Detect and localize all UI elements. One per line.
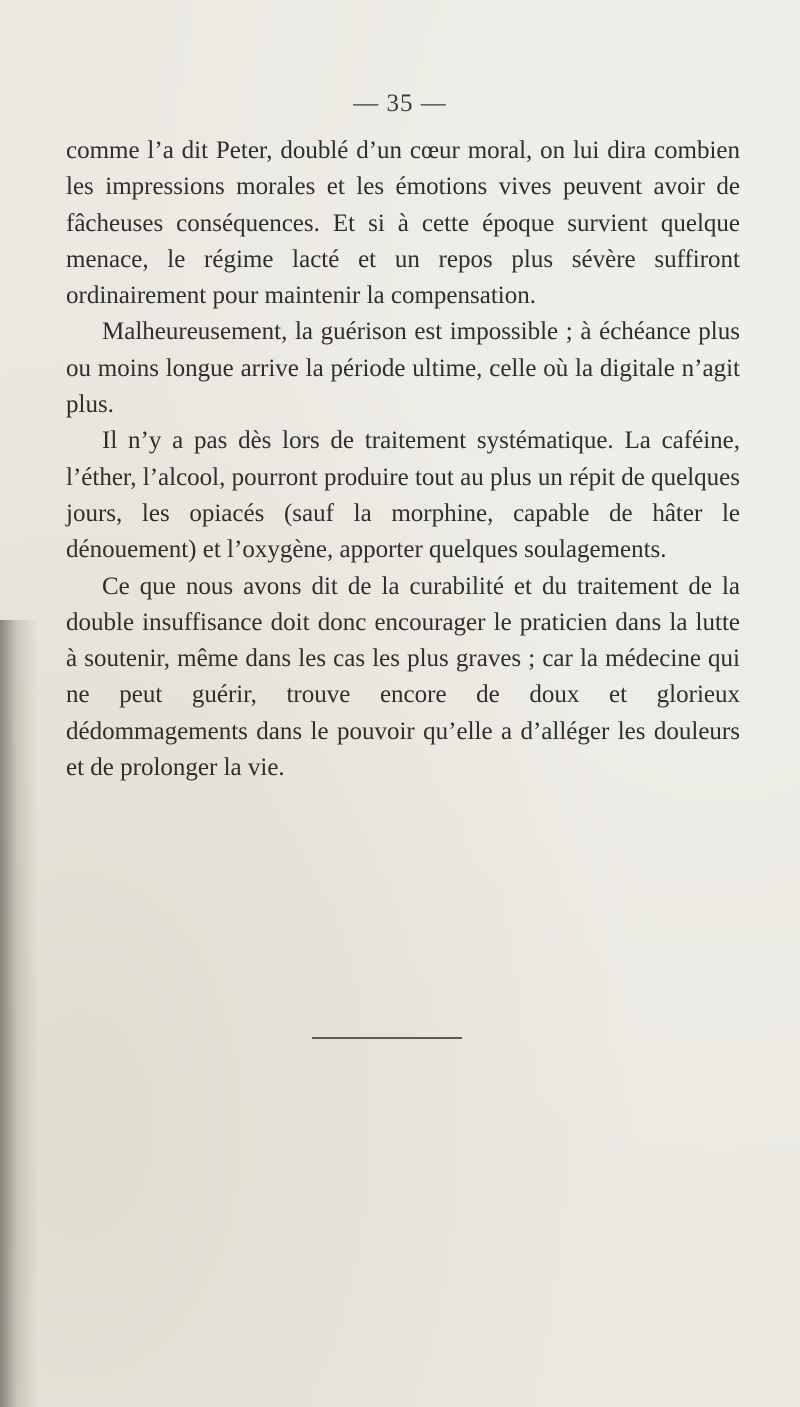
section-end-rule bbox=[312, 1037, 462, 1039]
paragraph-3: Il n’y a pas dès lors de traitement systématique. La caféine, l’éther, l’alcool, pourront produire tout au plus un répit de quelques jours, les opiacés (sauf la morphine, capable de hâter le dénouement) et l’oxygène, apporter quelques soulagements. bbox=[66, 427, 740, 564]
paragraph-2: Malheureusement, la guérison est impossible ; à échéance plus ou moins longue arrive la période ultime, celle où la digitale n’agit plus. bbox=[66, 318, 740, 419]
page-body-text bbox=[66, 133, 740, 786]
page-edge-shadow bbox=[0, 620, 38, 1407]
page-number: — 35 — bbox=[353, 90, 447, 117]
paragraph-1: comme l’a dit Peter, doublé d’un cœur moral, on lui dira combien les impressions morales et les émotions vives peuvent avoir de fâcheuses conséquences. Et si à cette époque survient quelque menace, le régime lacté et un repos plus sévère suffiront ordinairement pour maintenir la compensation. bbox=[66, 137, 740, 310]
paragraph-4: Ce que nous avons dit de la curabilité et du traitement de la double insuffisance doit donc encourager le praticien dans la lutte à soutenir, même dans les cas les plus graves ; car la médecine qui ne peut guérir, trouve encore de doux et glorieux dédommagements dans le pouvoir qu’elle a d’alléger les douleurs et de prolonger la vie. bbox=[66, 572, 740, 782]
